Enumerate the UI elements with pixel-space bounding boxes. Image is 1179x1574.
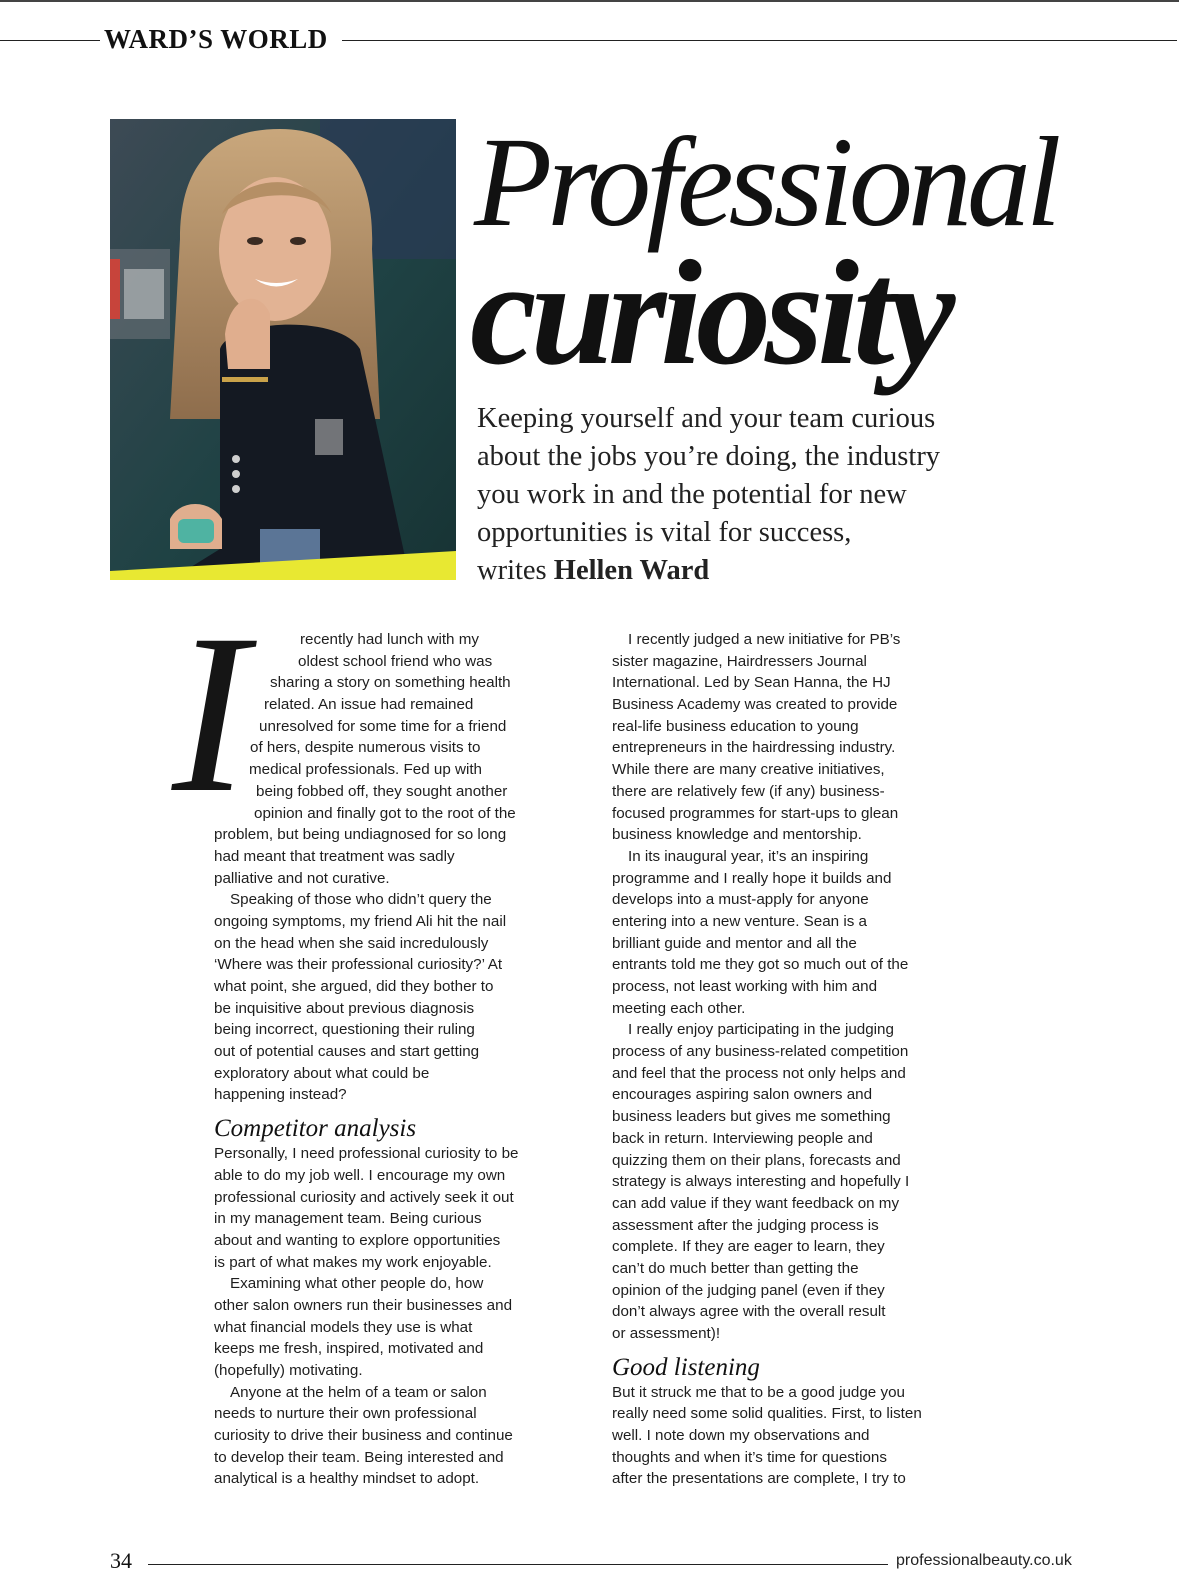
- paragraph: [612, 1382, 962, 1490]
- text-line: needs to nurture their own professional: [214, 1405, 477, 1423]
- footer-url: professionalbeauty.co.uk: [896, 1552, 1072, 1569]
- text-line: opinion and finally got to the root of the: [254, 804, 516, 822]
- standfirst-line: Keeping yourself and your team curious: [477, 403, 936, 434]
- text-line: related. An issue had remained: [264, 696, 474, 714]
- author-photo: [110, 119, 456, 580]
- text-line: entrants told me they got so much out of the: [612, 956, 909, 974]
- text-line: ‘Where was their professional curiosity?’ At: [214, 956, 503, 974]
- text-line: really need some solid qualities. First, to listen: [612, 1405, 922, 1423]
- text-line: I recently judged a new initiative for PB’s: [628, 631, 901, 648]
- text-line: happening instead?: [214, 1086, 347, 1104]
- text-line: had meant that treatment was sadly: [214, 847, 455, 865]
- subhead-competitor-analysis: Competitor analysis: [214, 1115, 417, 1143]
- text-line: well. I note down my observations and: [612, 1427, 870, 1445]
- text-line: Speaking of those who didn’t query the: [230, 891, 492, 909]
- text-line: (hopefully) motivating.: [214, 1362, 363, 1379]
- text-line: of hers, despite numerous visits to: [250, 739, 481, 757]
- text-line: While there are many creative initiatives,: [612, 761, 885, 779]
- text-line: assessment after the judging process is: [612, 1216, 879, 1234]
- text-line: meeting each other.: [612, 999, 746, 1017]
- standfirst-line: opportunities is vital for success,: [477, 517, 852, 548]
- text-line: thoughts and when it’s time for questions: [612, 1448, 887, 1466]
- text-line: process of any business-related competition: [612, 1043, 909, 1061]
- footer-rule: [148, 1564, 888, 1565]
- text-line: ongoing symptoms, my friend Ali hit the nail: [214, 912, 507, 930]
- text-line: recently had lunch with my: [300, 631, 479, 648]
- text-line: oldest school friend who was: [298, 652, 493, 670]
- article-column-2: [612, 629, 962, 1490]
- text-line: sharing a story on something health: [270, 674, 511, 692]
- text-line: is part of what makes my work enjoyable.: [214, 1253, 492, 1271]
- text-line: able to do my job well. I encourage my own: [214, 1166, 506, 1184]
- text-line: other salon owners run their businesses and: [214, 1296, 513, 1314]
- text-line: there are relatively few (if any) business-: [612, 782, 885, 800]
- text-line: to develop their team. Being interested and: [214, 1448, 504, 1466]
- text-line: about and wanting to explore opportunities: [214, 1231, 501, 1249]
- text-line: Personally, I need professional curiosity to be: [214, 1145, 519, 1163]
- text-line: focused programmes for start-ups to glean: [612, 804, 899, 822]
- text-line: process, not least working with him and: [612, 978, 878, 995]
- top-border: [0, 0, 1179, 2]
- text-line: entrepreneurs in the hairdressing industry.: [612, 739, 896, 757]
- text-line: can’t do much better than getting the: [612, 1259, 859, 1277]
- paragraph: [612, 846, 962, 1020]
- header-rule-left: [0, 40, 100, 41]
- paragraph: [214, 889, 564, 1106]
- standfirst-line: about the jobs you’re doing, the industry: [477, 441, 941, 472]
- text-line: back in return. Interviewing people and: [612, 1129, 873, 1147]
- text-line: encourages aspiring salon owners and: [612, 1086, 873, 1104]
- text-line: or assessment)!: [612, 1325, 721, 1342]
- text-line: out of potential causes and start getting: [214, 1043, 480, 1061]
- text-line: business knowledge and mentorship.: [612, 826, 862, 844]
- page-number: 34: [110, 1548, 132, 1573]
- text-line: business leaders but gives me something: [612, 1108, 891, 1126]
- text-line: opinion of the judging panel (even if they: [612, 1281, 885, 1299]
- author-name: Hellen Ward: [553, 555, 710, 586]
- text-line: analytical is a healthy mindset to adopt.: [214, 1470, 480, 1488]
- article-column-1: [214, 629, 564, 1490]
- text-line: programme and I really hope it builds and: [612, 869, 892, 887]
- headline-line-2: curiosity: [470, 230, 950, 396]
- text-line: I really enjoy participating in the judging: [628, 1021, 894, 1039]
- text-line: palliative and not curative.: [214, 869, 390, 887]
- text-line: Anyone at the helm of a team or salon: [230, 1383, 487, 1401]
- text-line: problem, but being undiagnosed for so long: [214, 826, 507, 844]
- text-line: what financial models they use is what: [214, 1318, 473, 1336]
- drop-cap: I: [172, 588, 248, 840]
- text-line: unresolved for some time for a friend: [259, 717, 507, 735]
- text-line: Examining what other people do, how: [230, 1275, 484, 1293]
- text-line: real-life business education to young: [612, 717, 859, 735]
- paragraph: [214, 1382, 564, 1490]
- text-line: entering into a new venture. Sean is a: [612, 912, 867, 930]
- headline-line-1: Professional: [474, 111, 1057, 253]
- paragraph: [612, 1019, 962, 1344]
- subhead-good-listening: Good listening: [612, 1353, 760, 1381]
- paragraph: [214, 1273, 564, 1381]
- text-line: complete. If they are eager to learn, they: [612, 1238, 885, 1256]
- text-line: But it struck me that to be a good judge you: [612, 1383, 905, 1401]
- text-line: brilliant guide and mentor and all the: [612, 934, 857, 952]
- paragraph: [214, 629, 564, 889]
- text-line: after the presentations are complete, I try to: [612, 1470, 906, 1488]
- text-line: be inquisitive about previous diagnosis: [214, 999, 475, 1017]
- header-rule-right: [342, 40, 1177, 41]
- text-line: can add value if they want feedback on my: [612, 1194, 900, 1212]
- text-line: keeps me fresh, inspired, motivated and: [214, 1340, 484, 1358]
- paragraph: [612, 629, 962, 846]
- byline-prefix: writes: [477, 555, 554, 586]
- text-line: what point, she argued, did they bother to: [214, 978, 494, 995]
- text-line: curiosity to drive their business and continue: [214, 1427, 513, 1445]
- section-title: WARD’S WORLD: [104, 24, 328, 54]
- text-line: Business Academy was created to provide: [612, 696, 898, 714]
- text-line: medical professionals. Fed up with: [249, 761, 482, 779]
- standfirst-line: you work in and the potential for new: [477, 479, 907, 510]
- text-line: sister magazine, Hairdressers Journal: [612, 652, 867, 670]
- text-line: exploratory about what could be: [214, 1064, 430, 1082]
- byline: [477, 552, 1017, 590]
- text-line: on the head when she said incredulously: [214, 934, 489, 952]
- text-line: in my management team. Being curious: [214, 1210, 482, 1228]
- text-line: strategy is always interesting and hopefully I: [612, 1173, 910, 1191]
- text-line: In its inaugural year, it’s an inspiring: [628, 847, 869, 865]
- text-line: being incorrect, questioning their ruling: [214, 1021, 475, 1039]
- text-line: professional curiosity and actively seek it out: [214, 1188, 514, 1206]
- text-line: International. Led by Sean Hanna, the HJ: [612, 674, 891, 692]
- standfirst: [477, 400, 1017, 590]
- text-line: develops into a must-apply for anyone: [612, 891, 869, 909]
- text-line: quizzing them on their plans, forecasts and: [612, 1151, 901, 1169]
- paragraph: [214, 1143, 564, 1273]
- text-line: don’t always agree with the overall result: [612, 1303, 886, 1321]
- text-line: being fobbed off, they sought another: [256, 782, 508, 800]
- text-line: and feel that the process not only helps and: [612, 1064, 906, 1082]
